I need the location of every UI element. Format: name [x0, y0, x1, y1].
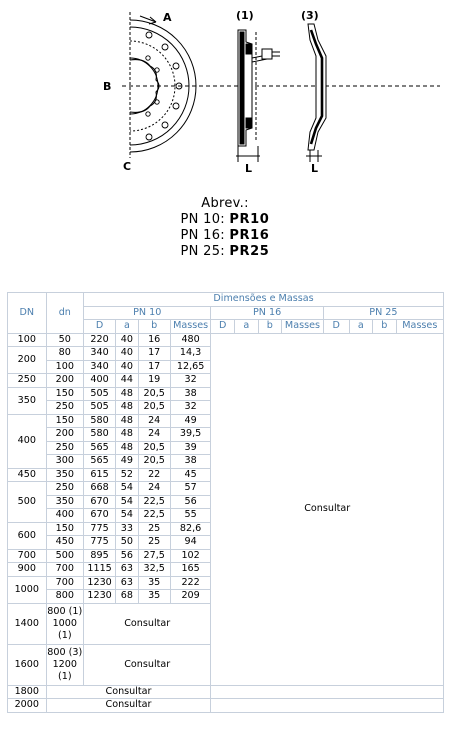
label-l-3: L [311, 162, 319, 175]
cell-masses: 57 [170, 482, 211, 496]
cell-a: 48 [116, 441, 138, 455]
cell-dn: 450 [8, 468, 47, 482]
cell-empty [211, 685, 444, 699]
cell-b: 35 [138, 576, 170, 590]
cell-a: 48 [116, 414, 138, 428]
header-pn16: PN 16 [211, 306, 323, 320]
cell-masses: 14,3 [170, 347, 211, 361]
header-row-group [8, 293, 444, 307]
cell-masses: 55 [170, 509, 211, 523]
cell-d: 1230 [84, 576, 116, 590]
cell-masses: 209 [170, 590, 211, 604]
abbreviation-block [0, 196, 450, 260]
cell-b: 24 [138, 428, 170, 442]
cell-a: 49 [116, 455, 138, 469]
cell-sub-dn: 250 [46, 482, 83, 496]
header-col-d: D [84, 320, 116, 334]
abbrev-line-pn16 [0, 228, 450, 244]
cell-masses: 45 [170, 468, 211, 482]
table-row [8, 685, 444, 699]
cell-d: 400 [84, 374, 116, 388]
abbrev-code: PR10 [229, 212, 270, 227]
cell-d: 668 [84, 482, 116, 496]
cell-consultar: Consultar [84, 644, 211, 685]
cell-a: 50 [116, 536, 138, 550]
header-pn25: PN 25 [323, 306, 443, 320]
cell-b: 20,5 [138, 387, 170, 401]
cell-dn: 2000 [8, 699, 47, 713]
abbrev-title: Abrev.: [201, 196, 249, 211]
cell-sub-dn: 150 [46, 387, 83, 401]
cell-dn: 400 [8, 414, 47, 468]
cell-masses: 102 [170, 549, 211, 563]
cell-dn: 1400 [8, 603, 47, 644]
section-view-3 [306, 24, 326, 162]
cell-masses: 39,5 [170, 428, 211, 442]
cell-masses: 94 [170, 536, 211, 550]
cell-sub-dn: 700 [46, 563, 83, 577]
sub-dn-line: 800 (3) [47, 646, 83, 658]
cell-b: 24 [138, 482, 170, 496]
header-col-a: a [349, 320, 373, 334]
cell-sub-dn [46, 644, 83, 685]
cell-b: 20,5 [138, 455, 170, 469]
cell-b: 24 [138, 414, 170, 428]
cell-masses: 56 [170, 495, 211, 509]
cell-sub-dn: 400 [46, 509, 83, 523]
cell-masses: 49 [170, 414, 211, 428]
header-col-b: b [258, 320, 282, 334]
cell-masses: 38 [170, 455, 211, 469]
abbrev-line-pn25 [0, 244, 450, 260]
cell-dn: 100 [8, 333, 47, 347]
cell-d: 615 [84, 468, 116, 482]
cell-sub-dn: 450 [46, 536, 83, 550]
cell-consultar: Consultar [46, 699, 211, 713]
cell-d: 565 [84, 441, 116, 455]
cell-consultar-pn16-pn25: Consultar [211, 333, 444, 685]
cell-a: 48 [116, 387, 138, 401]
cell-a: 33 [116, 522, 138, 536]
cell-d: 580 [84, 428, 116, 442]
header-col-d: D [323, 320, 349, 334]
cell-b: 17 [138, 347, 170, 361]
cell-sub-dn: 200 [46, 428, 83, 442]
cell-d: 670 [84, 495, 116, 509]
header-col-a: a [234, 320, 258, 334]
table-row [8, 699, 444, 713]
cell-masses: 222 [170, 576, 211, 590]
cell-masses: 165 [170, 563, 211, 577]
cell-d: 505 [84, 401, 116, 415]
sub-dn-line: (1) [57, 670, 72, 682]
cell-dn: 1600 [8, 644, 47, 685]
header-col-masses: Masses [282, 320, 324, 334]
cell-a: 54 [116, 509, 138, 523]
cell-sub-dn: 150 [46, 522, 83, 536]
cell-dn: 600 [8, 522, 47, 549]
cell-masses: 38 [170, 387, 211, 401]
cell-b: 17 [138, 360, 170, 374]
abbrev-prefix: PN 10: [180, 212, 230, 227]
cell-dn: 350 [8, 387, 47, 414]
abbrev-prefix: PN 25: [180, 244, 230, 259]
cell-masses: 32 [170, 401, 211, 415]
header-dn: DN [8, 293, 47, 334]
cell-d: 1230 [84, 590, 116, 604]
cell-dn: 1800 [8, 685, 47, 699]
section-view-1 [236, 30, 280, 162]
cell-a: 48 [116, 401, 138, 415]
cell-d: 580 [84, 414, 116, 428]
abbrev-line-pn10 [0, 212, 450, 228]
cell-consultar: Consultar [84, 603, 211, 644]
sub-dn-line: (1) [57, 629, 72, 641]
cell-a: 40 [116, 347, 138, 361]
cell-b: 25 [138, 536, 170, 550]
abbrev-code: PR16 [229, 228, 270, 243]
header-col-masses: Masses [396, 320, 443, 334]
cell-a: 40 [116, 333, 138, 347]
table-row [8, 333, 444, 347]
abbrev-prefix: PN 16: [180, 228, 230, 243]
flange-technical-drawing [0, 0, 450, 180]
cell-dn: 200 [8, 347, 47, 374]
label-view-3: (3) [301, 9, 319, 22]
cell-sub-dn: 700 [46, 576, 83, 590]
sub-dn-line: 800 (1) [47, 605, 83, 617]
cell-dn: 500 [8, 482, 47, 523]
cell-d: 895 [84, 549, 116, 563]
cell-b: 22,5 [138, 509, 170, 523]
cell-dn: 1000 [8, 576, 47, 603]
header-pn10: PN 10 [84, 306, 211, 320]
cell-consultar: Consultar [46, 685, 211, 699]
header-col-b: b [138, 320, 170, 334]
cell-d: 505 [84, 387, 116, 401]
cell-empty [211, 699, 444, 713]
cell-b: 22 [138, 468, 170, 482]
cell-a: 54 [116, 482, 138, 496]
cell-a: 63 [116, 576, 138, 590]
cell-sub-dn [46, 603, 83, 644]
cell-sub-dn: 250 [46, 441, 83, 455]
label-view-1: (1) [236, 9, 254, 22]
cell-d: 340 [84, 347, 116, 361]
cell-sub-dn: 50 [46, 333, 83, 347]
cell-b: 22,5 [138, 495, 170, 509]
cell-a: 63 [116, 563, 138, 577]
cell-sub-dn: 800 [46, 590, 83, 604]
label-b: B [103, 80, 112, 93]
cell-masses: 32 [170, 374, 211, 388]
dimensions-table [7, 292, 444, 713]
cell-b: 20,5 [138, 401, 170, 415]
header-col-d: D [211, 320, 235, 334]
cell-d: 1115 [84, 563, 116, 577]
cell-a: 48 [116, 428, 138, 442]
header-col-a: a [116, 320, 138, 334]
header-col-b: b [373, 320, 397, 334]
cell-sub-dn: 250 [46, 401, 83, 415]
cell-a: 68 [116, 590, 138, 604]
cell-dn: 700 [8, 549, 47, 563]
cell-sub-dn: 200 [46, 374, 83, 388]
flange-front-view [122, 12, 440, 158]
cell-sub-dn: 150 [46, 414, 83, 428]
cell-masses: 12,65 [170, 360, 211, 374]
cell-a: 40 [116, 360, 138, 374]
cell-b: 35 [138, 590, 170, 604]
cell-sub-dn: 100 [46, 360, 83, 374]
cell-b: 19 [138, 374, 170, 388]
cell-b: 32,5 [138, 563, 170, 577]
cell-sub-dn: 500 [46, 549, 83, 563]
cell-b: 25 [138, 522, 170, 536]
cell-d: 220 [84, 333, 116, 347]
sub-dn-line: 1200 [52, 658, 77, 670]
label-c: C [123, 160, 132, 173]
header-dimensions: Dimensões e Massas [84, 293, 444, 307]
cell-dn: 900 [8, 563, 47, 577]
label-a: A [163, 11, 172, 24]
header-sub-dn: dn [46, 293, 83, 334]
cell-d: 775 [84, 522, 116, 536]
header-col-masses: Masses [170, 320, 211, 334]
cell-sub-dn: 350 [46, 495, 83, 509]
cell-a: 54 [116, 495, 138, 509]
cell-a: 52 [116, 468, 138, 482]
cell-b: 20,5 [138, 441, 170, 455]
cell-dn: 250 [8, 374, 47, 388]
cell-masses: 82,6 [170, 522, 211, 536]
cell-masses: 480 [170, 333, 211, 347]
sub-dn-line: 1000 [52, 617, 77, 629]
cell-b: 27,5 [138, 549, 170, 563]
cell-d: 565 [84, 455, 116, 469]
cell-sub-dn: 80 [46, 347, 83, 361]
cell-a: 56 [116, 549, 138, 563]
abbrev-code: PR25 [229, 244, 270, 259]
label-l-1: L [245, 162, 253, 175]
cell-a: 44 [116, 374, 138, 388]
cell-sub-dn: 300 [46, 455, 83, 469]
cell-d: 775 [84, 536, 116, 550]
cell-masses: 39 [170, 441, 211, 455]
cell-d: 670 [84, 509, 116, 523]
cell-b: 16 [138, 333, 170, 347]
cell-d: 340 [84, 360, 116, 374]
cell-sub-dn: 350 [46, 468, 83, 482]
